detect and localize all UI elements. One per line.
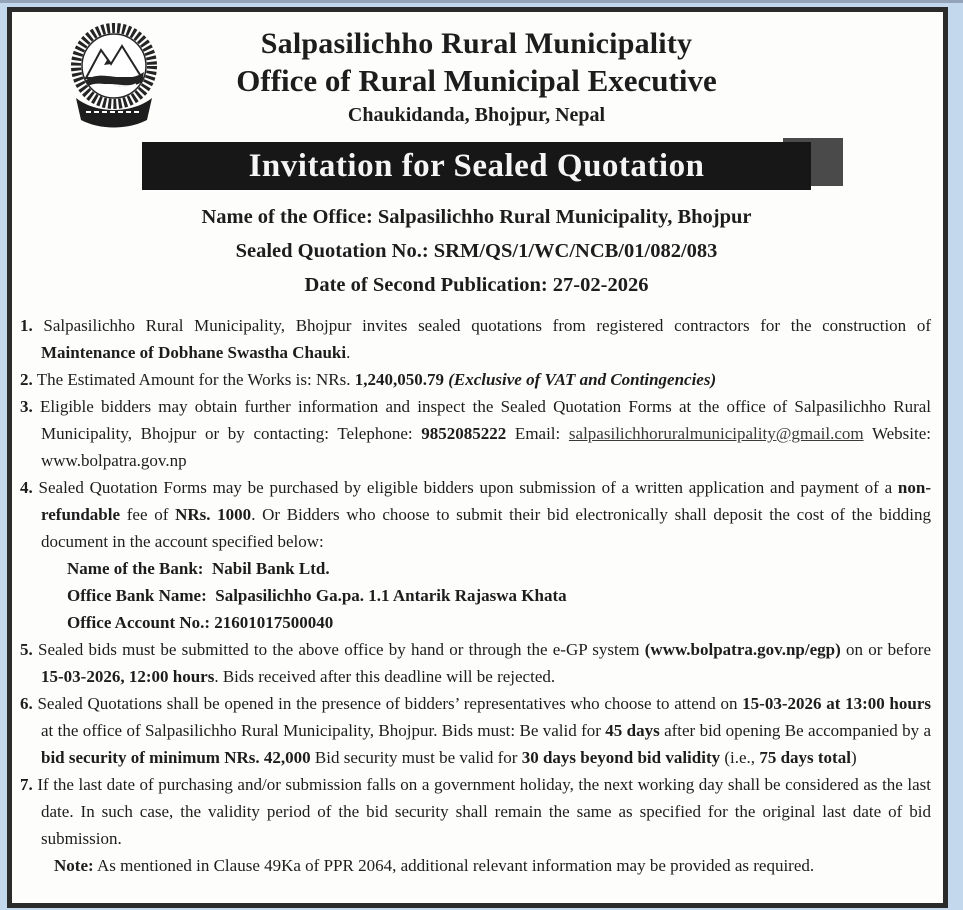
clause-6 bbox=[20, 690, 931, 771]
text-run: non-refundable bbox=[41, 478, 931, 524]
submission-deadline: 15-03-2026, 12:00 hours bbox=[41, 667, 215, 686]
email-address: salpasilichhoruralmunicipality@gmail.com bbox=[568, 424, 864, 443]
clause-number: 3. bbox=[20, 397, 33, 416]
text-run: The Estimated Amount for the Works is: NRs. bbox=[36, 370, 355, 389]
banner-container bbox=[142, 142, 811, 190]
banner-title: Invitation for Sealed Quotation bbox=[142, 142, 811, 190]
publication-date-line: Date of Second Publication: 27-02-2026 bbox=[304, 274, 649, 296]
text-run: Sealed Quotation Forms may be purchased by eligible bidders upon submission of a written application and payment of a bbox=[38, 478, 898, 497]
office-name-line: Name of the Office: Salpasilichho Rural Municipality, Bhojpur bbox=[201, 206, 752, 228]
clause-number: 1. bbox=[20, 316, 33, 335]
text-run: Salpasilichho Rural Municipality, Bhojpur invites sealed quotations from registered contractors for the construction of bbox=[43, 316, 931, 335]
text-run: . Or Bidders who choose to submit their bid electronically shall deposit the cost of the bidding document in the account specified below: bbox=[41, 505, 932, 551]
office-name: Office of Rural Municipal Executive bbox=[236, 63, 717, 98]
text-run: As mentioned in Clause 49Ka of PPR 2064, additional relevant information may be provided as required. bbox=[93, 856, 815, 875]
document-border bbox=[7, 7, 948, 908]
org-name: Salpasilichho Rural Municipality bbox=[260, 27, 693, 60]
quotation-number-line: Sealed Quotation No.: SRM/QS/1/WC/NCB/01/082/083 bbox=[235, 240, 718, 262]
telephone-number: 9852085222 bbox=[421, 424, 507, 443]
clause-3 bbox=[20, 393, 931, 474]
estimated-amount: 1,240,050.79 bbox=[354, 370, 444, 389]
clause-number: 6. bbox=[20, 694, 33, 713]
text-run: Eligible bidders may obtain further information and inspect the Sealed Quotation Forms at the office of Salpasilichho Rural Municipality, Bhojpur or by contacting: Telephone: bbox=[39, 397, 932, 443]
note-line bbox=[20, 852, 931, 879]
text-run: after bid opening Be accompanied by a bbox=[659, 721, 931, 740]
text-run: Office Bank Name: Salpasilichho Ga.pa. 1.1 Antarik Rajaswa Khata bbox=[67, 586, 567, 605]
office-account-number-line bbox=[20, 609, 931, 636]
clause-number: 4. bbox=[20, 478, 33, 497]
bid-security-amount: bid security of minimum NRs. 42,000 bbox=[41, 748, 311, 767]
text-run: Note: bbox=[54, 856, 94, 875]
text-run: Name of the Bank: Nabil Bank Ltd. bbox=[67, 559, 330, 578]
text-run: 75 days total bbox=[759, 748, 851, 767]
text-run: Bid security must be valid for bbox=[310, 748, 522, 767]
text-run: Sealed Quotations shall be opened in the presence of bidders’ representatives who choose to attend on bbox=[37, 694, 743, 713]
clause-7 bbox=[20, 771, 931, 852]
text-run: (Exclusive of VAT and Contingencies) bbox=[448, 370, 717, 389]
text-run: at the office of Salpasilichho Rural Municipality, Bhojpur. Bids must: Be valid for bbox=[41, 721, 606, 740]
clause-number: 5. bbox=[20, 640, 33, 659]
text-run: (i.e., bbox=[720, 748, 760, 767]
bid-validity: 45 days bbox=[605, 721, 660, 740]
text-run: 30 days beyond bid validity bbox=[521, 748, 721, 767]
text-run: . bbox=[346, 343, 351, 362]
clause-list bbox=[18, 312, 935, 879]
clause-5 bbox=[20, 636, 931, 690]
opening-datetime: 15-03-2026 at 13:00 hours bbox=[742, 694, 932, 713]
meta-section bbox=[18, 200, 935, 302]
bank-name-line bbox=[20, 555, 931, 582]
text-run: fee of bbox=[120, 505, 176, 524]
document-header bbox=[18, 16, 935, 129]
clause-number: 2. bbox=[20, 370, 33, 389]
office-address: Chaukidanda, Bhojpur, Nepal bbox=[347, 104, 606, 126]
text-run: If the last date of purchasing and/or submission falls on a government holiday, the next working day shall be considered as the last date. In such case, the validity period of the bid security shall remain the same as specified for the original last date of bid submission. bbox=[37, 775, 931, 848]
text-run: Email: bbox=[506, 424, 569, 443]
clause-1 bbox=[20, 312, 931, 366]
scan-top-edge bbox=[0, 0, 963, 3]
egp-url: (www.bolpatra.gov.np/egp) bbox=[644, 640, 841, 659]
municipality-emblem-icon bbox=[62, 20, 166, 132]
text-run: on or before bbox=[840, 640, 932, 659]
office-bank-name-line bbox=[20, 582, 931, 609]
text-run: . Bids received after this deadline will be rejected. bbox=[214, 667, 556, 686]
website-url: Website: www.bolpatra.gov.np bbox=[41, 424, 931, 470]
clause-number: 7. bbox=[20, 775, 33, 794]
clause-4 bbox=[20, 474, 931, 555]
text-run: Office Account No.: 21601017500040 bbox=[67, 613, 334, 632]
text-run: Sealed bids must be submitted to the above office by hand or through the e-GP system bbox=[37, 640, 645, 659]
clause-2 bbox=[20, 366, 931, 393]
project-name: Maintenance of Dobhane Swastha Chauki bbox=[41, 343, 347, 362]
text-run: ) bbox=[850, 748, 857, 767]
document-fee: NRs. 1000 bbox=[175, 505, 252, 524]
